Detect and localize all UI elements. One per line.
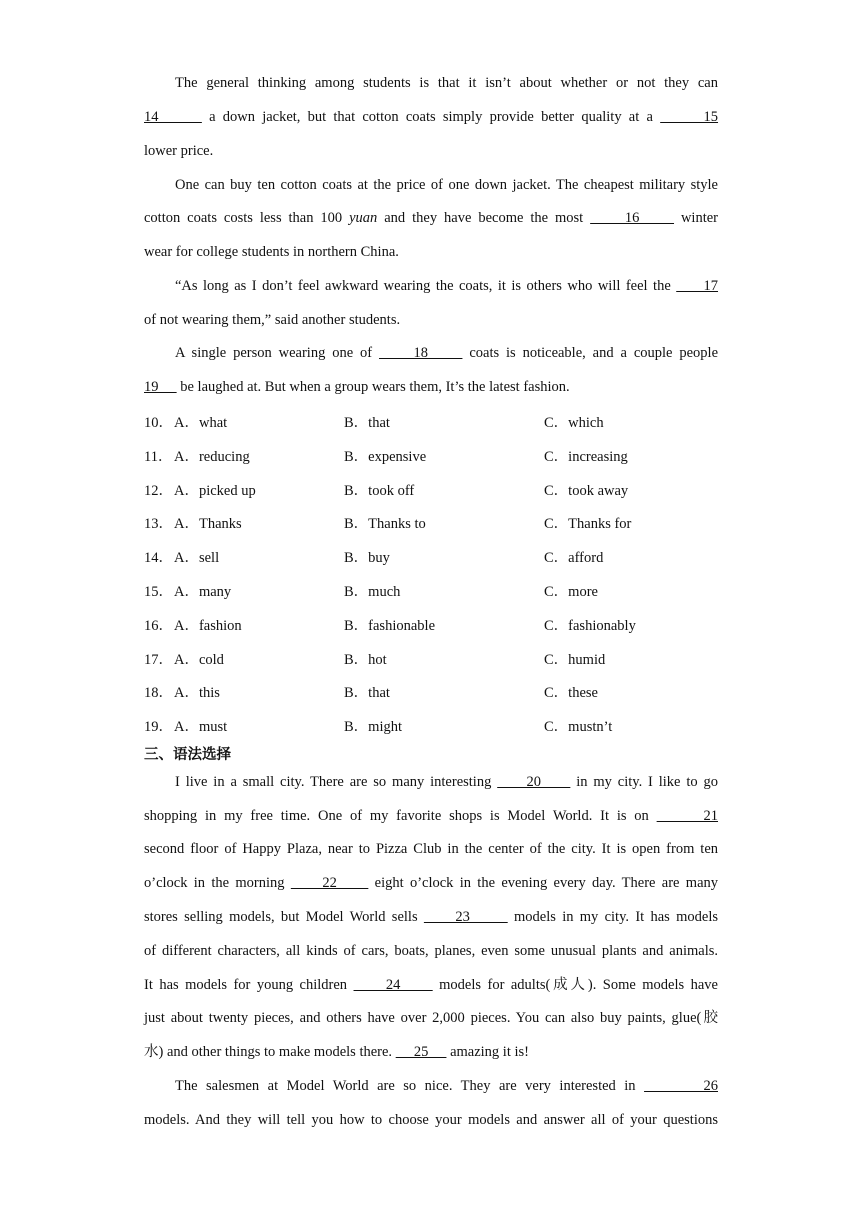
section-heading: 三、语法选择 (144, 747, 231, 763)
blank-22: 22 (290, 875, 369, 891)
option-c: C．fashionably (544, 618, 636, 634)
passage-line: 水) and other things to make models there. 25 amazing it is! (144, 1044, 529, 1060)
passage-line: 14 a down jacket, but that cotton coats simply provide better quality at a 15 (144, 109, 719, 125)
option-b: B．fashionable (344, 618, 436, 634)
option-b: B．that (344, 685, 390, 701)
passage-line: One can buy ten cotton coats at the price of one down jacket. The cheapest military style (175, 177, 718, 193)
option-c: C．humid (544, 652, 606, 668)
passage-line: wear for college students in northern China. (144, 244, 399, 260)
passage-line: It has models for young children 24 models for adults(成人). Some models have (144, 977, 718, 993)
passage-line: stores selling models, but Model World sells 23 models in my city. It has models (144, 909, 718, 925)
blank-25: 25 (395, 1044, 447, 1060)
blank-16: 16 (590, 210, 675, 226)
option-number: 19． (144, 719, 173, 735)
passage-line: The general thinking among students is that it isn’t about whether or not they can (175, 75, 718, 91)
blank-24: 24 (353, 977, 433, 993)
option-number: 15． (144, 584, 173, 600)
passage-line: shopping in my free time. One of my favorite shops is Model World. It is on 21 (144, 808, 719, 824)
option-a: A．picked up (174, 483, 256, 499)
passage-line: The salesmen at Model World are so nice. They are very interested in 26 (175, 1078, 718, 1094)
option-number: 14． (144, 550, 173, 566)
option-c: C．these (544, 685, 598, 701)
option-a: A．sell (174, 550, 220, 566)
passage-line: of not wearing them,” said another students. (144, 312, 401, 328)
option-c: C．increasing (544, 449, 628, 465)
option-b: B．might (344, 719, 403, 735)
option-b: B．much (344, 584, 401, 600)
option-number: 17． (144, 652, 173, 668)
passage-line: 19 be laughed at. But when a group wears them, It’s the latest fashion. (144, 379, 570, 395)
blank-14: 14 (144, 109, 202, 125)
passage-line: I live in a small city. There are so many interesting 20 in my city. I like to go (175, 774, 718, 790)
option-c: C．Thanks for (544, 516, 632, 532)
option-c: C．mustn’t (544, 719, 613, 735)
passage-line: A single person wearing one of 18 coats is noticeable, and a couple people (175, 345, 719, 361)
option-b: B．buy (344, 550, 390, 566)
option-number: 12． (144, 483, 173, 499)
option-b: B．Thanks to (344, 516, 426, 532)
option-c: C．more (544, 584, 598, 600)
blank-18: 18 (379, 345, 463, 361)
blank-20: 20 (497, 774, 571, 790)
passage-line: of different characters, all kinds of cars, boats, planes, even some unusual plants and animals. (144, 943, 718, 959)
blank-17: 17 (676, 278, 719, 294)
option-b: B．hot (344, 652, 387, 668)
option-number: 10． (144, 415, 173, 431)
option-number: 11． (144, 449, 173, 465)
option-a: A．fashion (174, 618, 242, 634)
option-b: B．took off (344, 483, 415, 499)
option-number: 13． (144, 516, 173, 532)
option-number: 18． (144, 685, 173, 701)
passage-line: second floor of Happy Plaza, near to Pizza Club in the center of the city. It is open from ten (144, 841, 718, 857)
blank-23: 23 (423, 909, 508, 925)
option-b: B．expensive (344, 449, 427, 465)
option-a: A．this (174, 685, 220, 701)
option-a: A．must (174, 719, 228, 735)
option-c: C．took away (544, 483, 629, 499)
passage-line: models. And they will tell you how to choose your models and answer all of your questions (144, 1112, 718, 1128)
option-a: A．what (174, 415, 228, 431)
option-a: A．cold (174, 652, 224, 668)
option-a: A．reducing (174, 449, 250, 465)
blank-26: 26 (644, 1078, 718, 1094)
option-b: B．that (344, 415, 390, 431)
passage-line: lower price. (144, 143, 214, 159)
passage-line: o’clock in the morning 22 eight o’clock in the evening every day. There are many (144, 875, 719, 891)
blank-15: 15 (660, 109, 719, 125)
blank-21: 21 (656, 808, 719, 824)
option-a: A．Thanks (174, 516, 242, 532)
option-number: 16． (144, 618, 173, 634)
passage-line: just about twenty pieces, and others have over 2,000 pieces. You can also buy paints, glue(胶 (144, 1010, 718, 1026)
option-a: A．many (174, 584, 232, 600)
option-c: C．which (544, 415, 604, 431)
passage-line: cotton coats costs less than 100 yuan and they have become the most 16 winter (144, 210, 718, 226)
option-c: C．afford (544, 550, 604, 566)
passage-line: “As long as I don’t feel awkward wearing the coats, it is others who will feel the 17 (175, 278, 719, 294)
blank-19: 19 (144, 379, 177, 395)
